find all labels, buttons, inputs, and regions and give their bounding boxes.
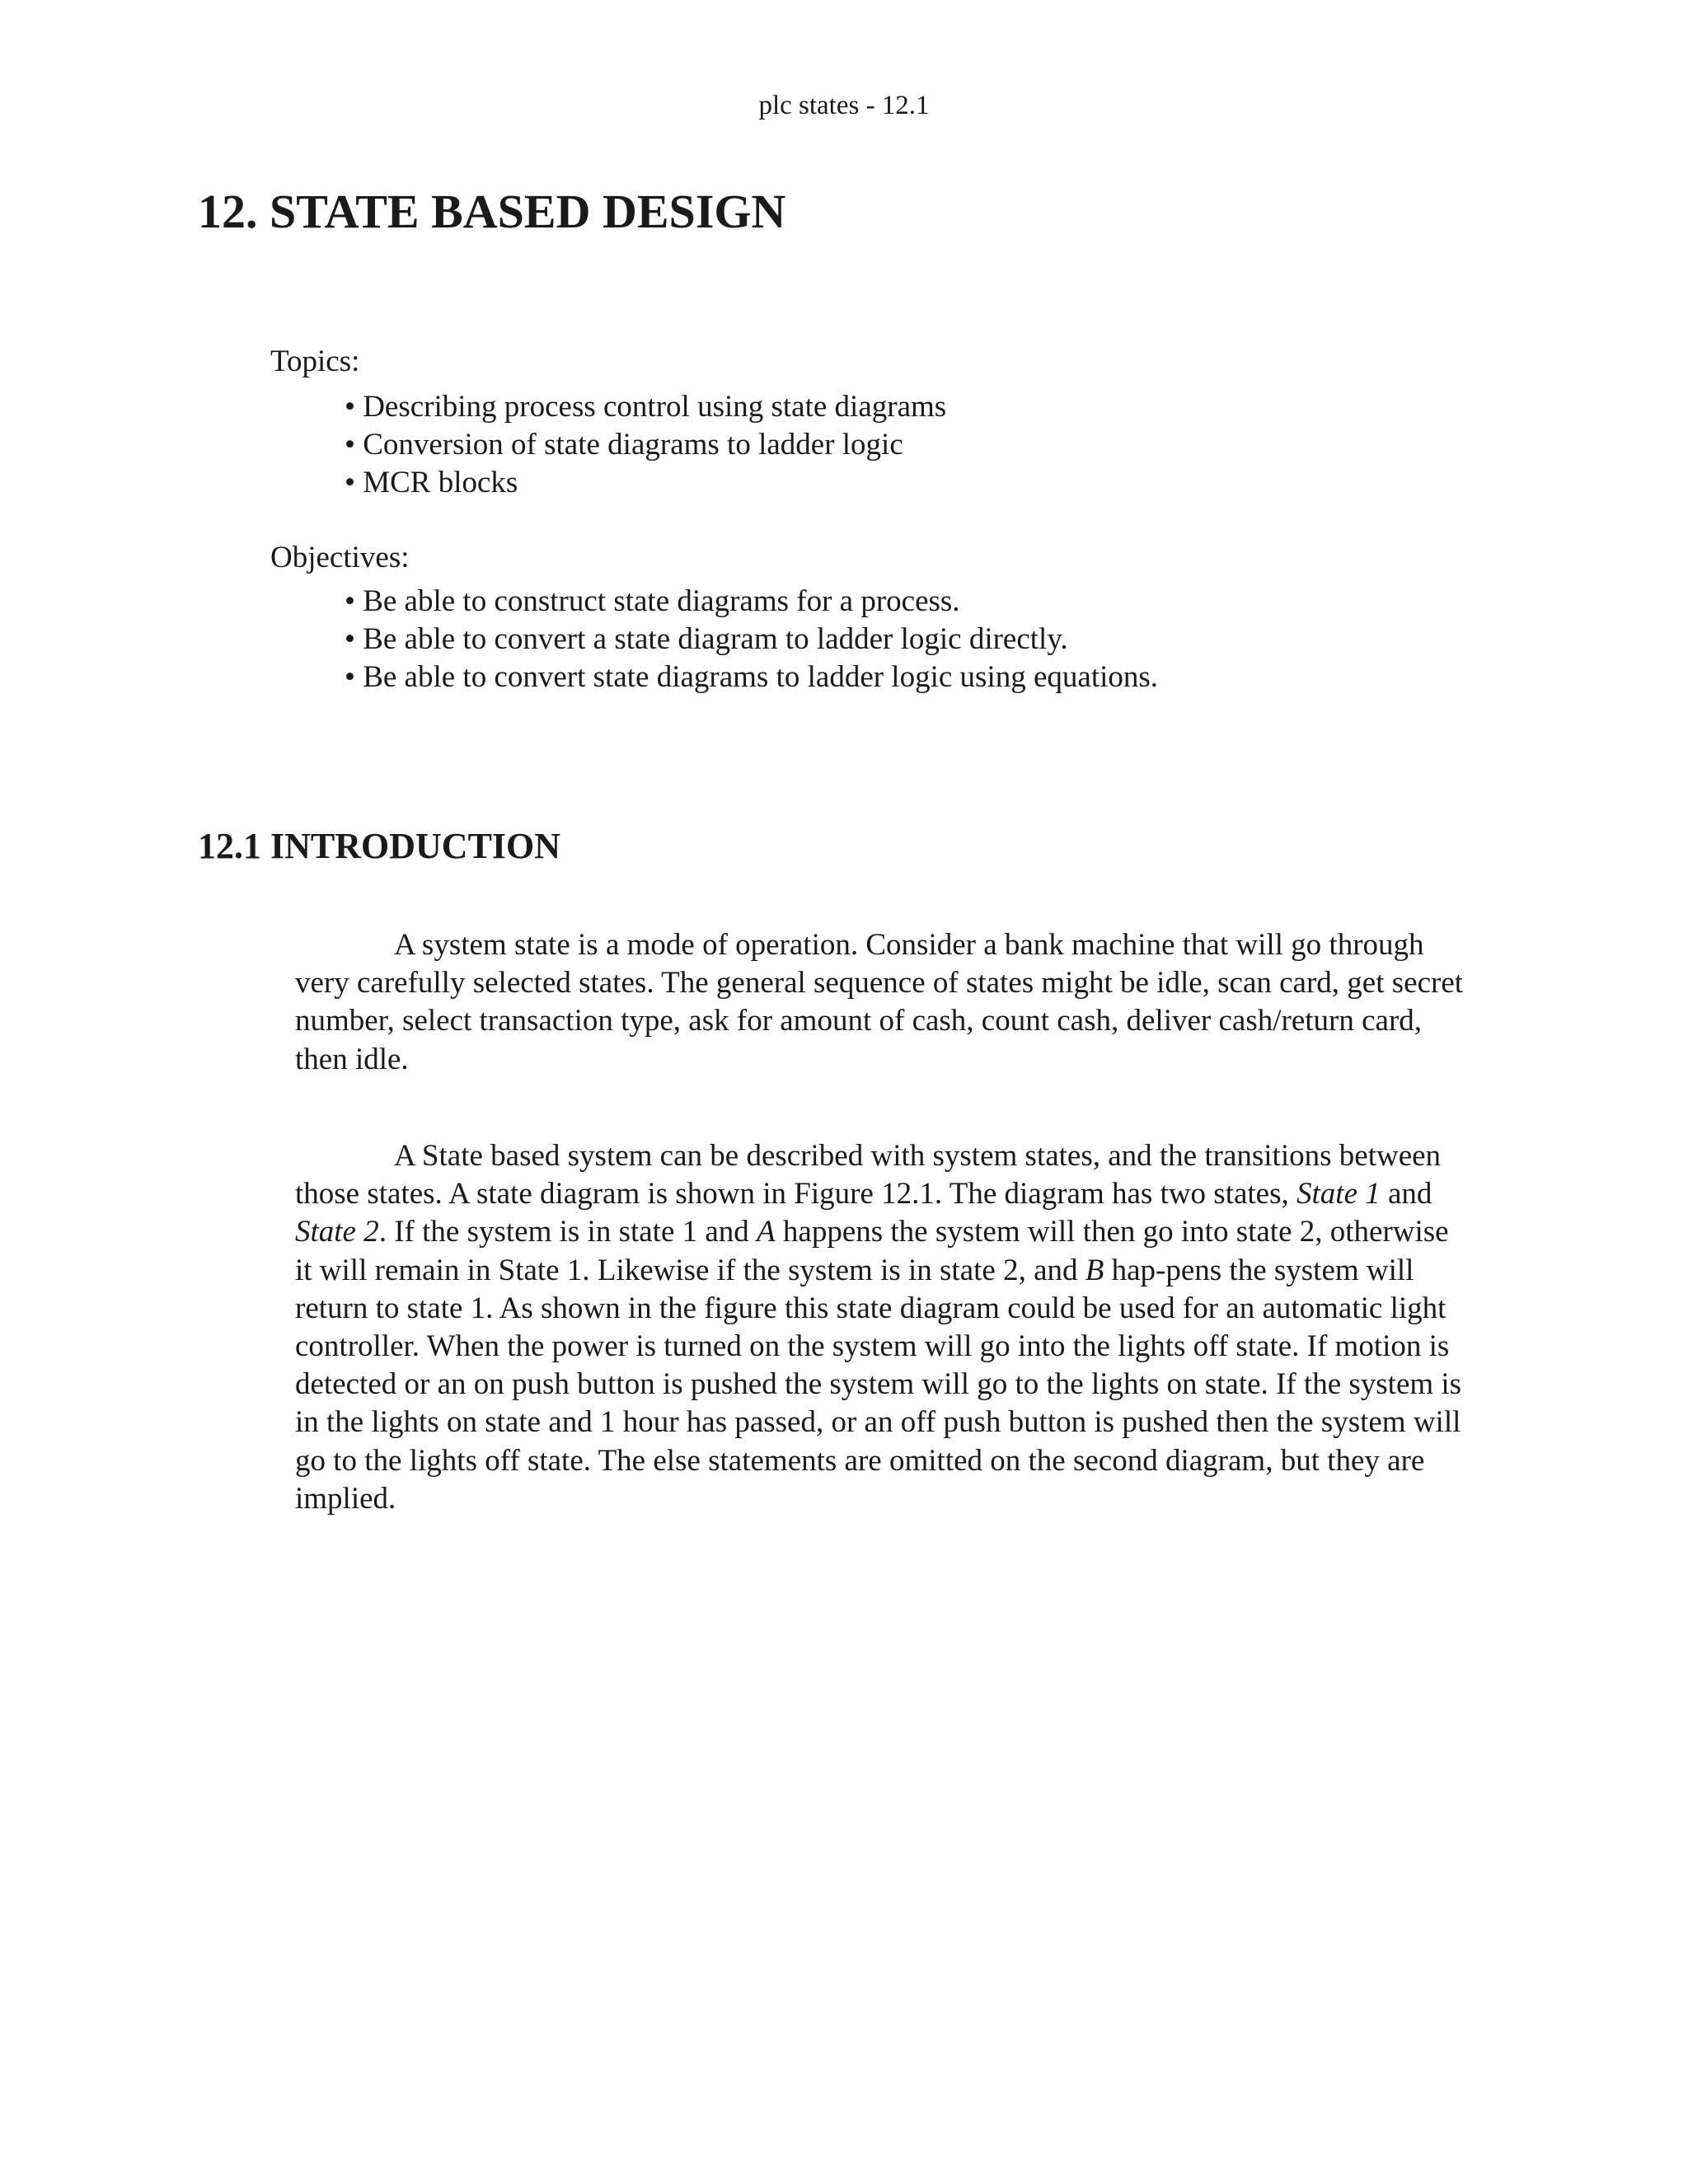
- intro-paragraph-1: A system state is a mode of operation. Consider a bank machine that will go through very carefully selected states. The general sequence of states might be idle, scan card, get secret number, select transaction type, ask for amount of cash, count cash, deliver cash/return card, then idle.: [295, 928, 1464, 1076]
- objective-item: • Be able to construct state diagrams for a process.: [345, 584, 960, 618]
- topic-item: • Conversion of state diagrams to ladder logic: [345, 428, 903, 462]
- paragraph-text: hap-pens the system will return to state 1. As shown in the figure this state diagram could be used for an automatic light controller. When the power is turned on the system will go into the lights off state. If motion is detected or an on push button is pushed the system will go to the lights on state. If the system is in the lights on state and 1 hour has passed, or an off push button is pushed then the system will go to the lights off state. The else statements are omitted on the second diagram, but they are implied.: [295, 1253, 1462, 1516]
- topics-list: [345, 388, 946, 502]
- topics-label: Topics:: [270, 344, 360, 378]
- topic-item: • MCR blocks: [345, 466, 518, 499]
- event-a-term: A: [757, 1215, 776, 1249]
- event-b-term: B: [1085, 1253, 1104, 1287]
- paragraph-text: A State based system can be described with system states, and the transitions between those states. A state diagram is shown in Figure 12.1. The diagram has two states,: [295, 1139, 1442, 1212]
- topic-item: • Describing process control using state diagrams: [345, 390, 947, 424]
- objective-item: • Be able to convert a state diagram to ladder logic directly.: [345, 622, 1068, 656]
- chapter-title: 12. STATE BASED DESIGN: [198, 185, 786, 238]
- objective-item: • Be able to convert state diagrams to ladder logic using equations.: [345, 660, 1159, 694]
- state-2-term: State 2: [295, 1215, 379, 1249]
- objectives-label: Objectives:: [270, 541, 410, 574]
- intro-paragraph-2: [295, 1137, 1465, 1518]
- section-title: 12.1 INTRODUCTION: [198, 826, 561, 866]
- paragraph-text: happens the system will then go into state 2, otherwise it will remain in State 1. Likewise if the system is in state 2, and: [295, 1215, 1449, 1287]
- paragraph-text: . If the system is in state 1 and: [378, 1215, 757, 1249]
- paragraph-text: and: [1380, 1177, 1432, 1212]
- state-1-term: State 1: [1296, 1177, 1381, 1212]
- objectives-list: [345, 583, 1158, 696]
- running-header: plc states - 12.1: [758, 91, 930, 120]
